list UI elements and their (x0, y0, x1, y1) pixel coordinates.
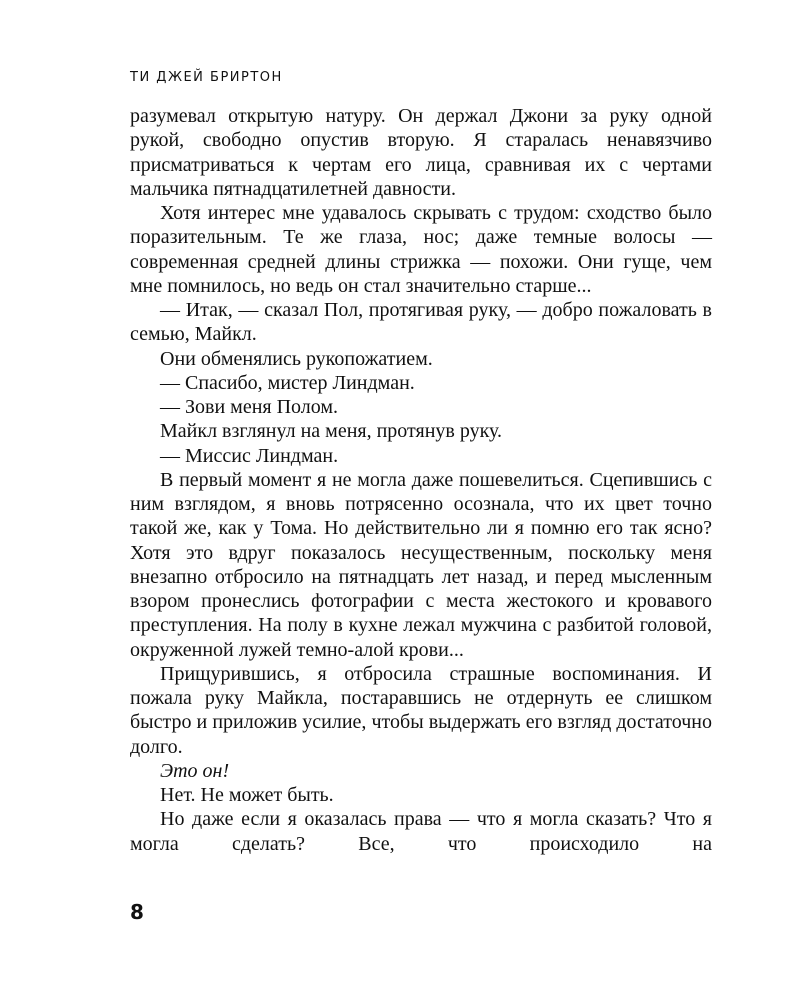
dialogue-line: — Спасибо, мистер Линдман. (160, 371, 415, 394)
paragraph: Прищурившись, я отбросила страшные воспоминания. И пожала руку Майкла, постаравшись не отдернуть ее слишком быстро и приложив усилие, чтобы выдержать его взгляд достаточно долго. (130, 662, 712, 758)
paragraph: Хотя интерес мне удавалось скрывать с трудом: сходство было поразительным. Те же глаза, нос; даже темные волосы — современная средней длины стрижка — похожи. Они гуще, чем мне помнилось, но ведь он стал значительно старше... (130, 202, 712, 297)
body-text (130, 104, 712, 856)
page-number: 8 (130, 900, 144, 924)
paragraph: В первый момент я не могла даже пошевелиться. Сцепившись с ним взглядом, я вновь потрясенно осознала, что их цвет точно такой же, как у Тома. Но действительно ли я помню его так ясно? Хотя это вдруг показалось несущественным, поскольку меня внезапно отбросило на пятнадцать лет назад, и перед мысленным взором пронеслись фотографии с места жестокого и кровавого преступления. На полу в кухне лежал мужчина с разбитой головой, окруженной лужей темно-алой крови... (130, 468, 712, 661)
paragraph: Они обменялись рукопожатием. (160, 347, 433, 370)
dialogue-line: — Итак, — сказал Пол, протягивая руку, — добро пожаловать в семью, Майкл. (130, 299, 712, 346)
dialogue-line: — Миссис Линдман. (160, 444, 339, 467)
running-head: ТИ ДЖЕЙ БРИРТОН (130, 70, 283, 85)
italic-thought (130, 759, 712, 783)
paragraph: Майкл взглянул на меня, протянув руку. (160, 420, 503, 443)
dialogue-line: — Зови меня Полом. (160, 396, 339, 418)
paragraph: Но даже если я оказалась права — что я могла сказать? Что я могла сделать? Все, что происходило на (130, 808, 712, 855)
paragraph: разумевал открытую натуру. Он держал Джони за руку одной рукой, свободно опустив вторую. Я старалась ненавязчиво присматриваться к чертам его лица, сравнивая их с чертами мальчика пятнадцатилетней давности. (130, 105, 712, 200)
italic-text: Это он! (160, 759, 230, 782)
paragraph: Нет. Не может быть. (160, 784, 334, 806)
